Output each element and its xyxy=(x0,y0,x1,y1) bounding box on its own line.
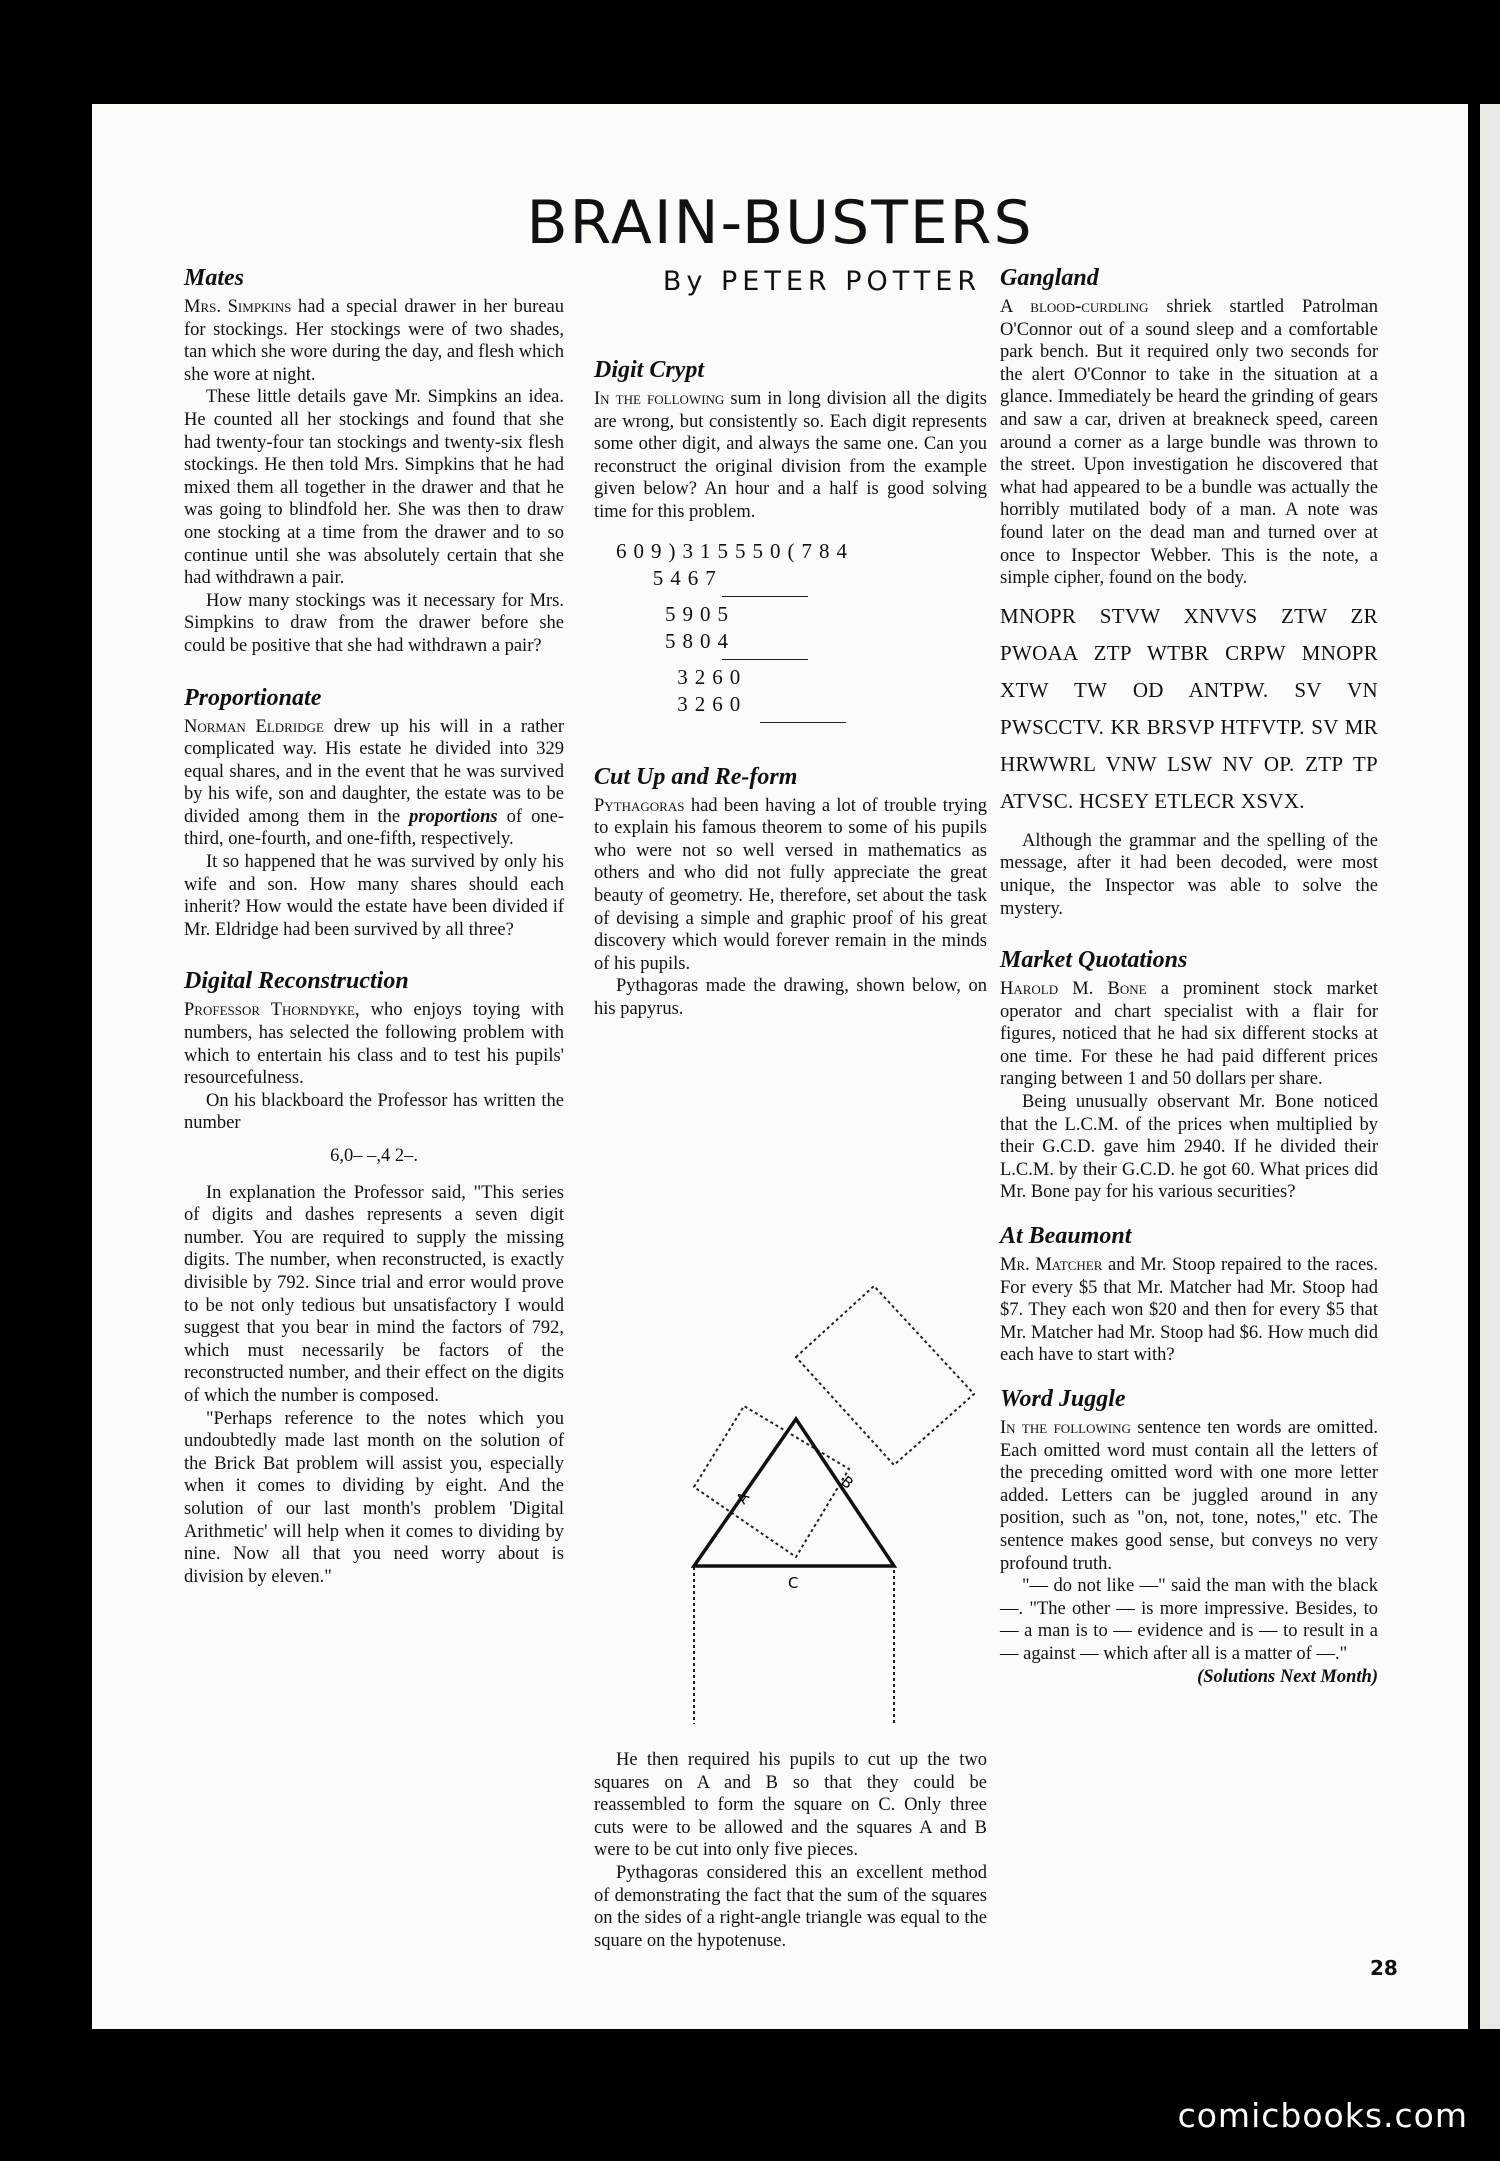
digital-reconstruction-paragraph-3: In explanation the Professor said, "This series of digits and dashes represents a seven digit number. You are required to supply the missing digits. The number, when reconstructed, is exactly divisible by 792. Since trial and error would prove to be not only tedious but unsatisfactory I would suggest that you bear in mind the factors of 792, which must necessarily be factors of the reconstructed number, and their effect on the digits of which the number is composed. xyxy=(184,1182,564,1406)
facing-page-edge xyxy=(1480,104,1500,2029)
digital-reconstruction-paragraph-2: On his blackboard the Professor has written the number xyxy=(184,1090,564,1134)
square-b xyxy=(796,1286,974,1465)
section-mates xyxy=(184,264,564,658)
proportionate-paragraph-1: Norman Eldridge drew up his will in a rather complicated way. His estate he divided into 329 equal shares, and in the event that he was survived by his wife, son and daughter, the estate was to be divided among them in the proportions of one-third, one-fourth, and one-fifth, respectively. xyxy=(184,716,564,850)
section-market-quotations xyxy=(1000,946,1378,1204)
page-title: BRAIN-BUSTERS xyxy=(526,188,1034,258)
blackboard-number: 6,0– –,4 2–. xyxy=(330,1146,418,1166)
column-right xyxy=(1000,264,1378,1692)
division-line-1: 609)315550(784 xyxy=(616,538,854,563)
digit-crypt-paragraph-1: In the following sum in long division all the digits are wrong, but consistently so. Each digit represents some other digit, and always the same one. Can you reconstruct the original division from the example given below? An hour and a half is good solving time for this problem. xyxy=(594,389,987,522)
right-triangle xyxy=(694,1419,894,1566)
label-a: A xyxy=(732,1488,754,1508)
section-digit-crypt xyxy=(594,356,987,723)
section-proportionate xyxy=(184,684,564,942)
heading-mates: Mates xyxy=(184,265,244,291)
division-rule-1 xyxy=(722,596,808,597)
heading-cut-up: Cut Up and Re-form xyxy=(594,763,798,790)
section-at-beaumont xyxy=(1000,1222,1378,1367)
column-middle xyxy=(594,356,987,1047)
gangland-paragraph-1: A blood-curdling shriek startled Patrolman O'Connor out of a sound sleep and a comfortable park bench. But it required only two seconds for the alert O'Connor to take in the situation at a glance. Immediately be heard the grinding of gears and saw a car, driven at breakneck speed, careen around a corner as a large bundle was thrown to the street. Upon investigation he discovered that what had appeared to be a bundle was actually the horribly mutilated body of a man. A note was found later on the dead man and turned over at once to Inspector Webber. This is the note, a simple cipher, found on the body. xyxy=(1000,297,1378,589)
heading-market-quotations: Market Quotations xyxy=(1000,947,1188,974)
section-word-juggle xyxy=(1000,1385,1379,1687)
heading-digit-crypt: Digit Crypt xyxy=(594,357,705,383)
beaumont-paragraph-1: Mr. Matcher and Mr. Stoop repaired to the races. For every $5 that Mr. Matcher had Mr. Stoop had $7. They each won $20 and then for every $5 that Mr. Matcher had Mr. Stoop had $6. How much did each have to start with? xyxy=(1000,1255,1378,1366)
digital-reconstruction-paragraph-4: "Perhaps reference to the notes which you undoubtedly made last month on the solution of the Brick Bat problem will assist you, especially when it comes to dividing by eight. And the solution of our last month's problem 'Digital Arithmetic' will help when it comes to dividing by nine. Now all that you need worry about is division by eleven." xyxy=(184,1408,564,1587)
section-digital-reconstruction xyxy=(184,967,564,1588)
heading-gangland: Gangland xyxy=(1000,265,1099,291)
word-juggle-paragraph-2: "— do not like —" said the man with the black —. "The other — is more impressive. Besides, to — a man is to — evidence and is — to result in a — against — which after all is a matter of —." (Solutions Next Month) xyxy=(1000,1576,1378,1687)
market-paragraph-1: Harold M. Bone a prominent stock market operator and chart specialist with a flair for figures, noticed that he had six different stocks at one time. For these he had paid different prices ranging between 1 and 50 dollars per share. xyxy=(1000,979,1378,1090)
section-gangland xyxy=(1000,264,1378,920)
division-line-6: 3260 xyxy=(616,691,748,716)
cipher-note: MNOPR STVW XNVVS ZTW ZR PWOAA ZTP WTBR CRPW MNOPR XTW TW OD ANTPW. SV VN PWSCCTV. KR BRSVP HTFVTP. SV MR HRWWRL VNW LSW NV OP. ZTP TP ATVSC. HCSEY ETLECR XSVX. xyxy=(1000,603,1378,813)
mates-paragraph-1: Mrs. Simpkins had a special drawer in her bureau for stockings. Her stockings were of two shades, tan which she wore during the day, and flesh which she wore at night. xyxy=(184,297,565,385)
label-b: B xyxy=(837,1472,857,1493)
division-line-2: 5467 xyxy=(616,565,723,590)
heading-digital-reconstruction: Digital Reconstruction xyxy=(184,968,409,995)
cut-up-continued xyxy=(594,1749,987,1952)
magazine-page xyxy=(92,104,1468,2029)
heading-proportionate: Proportionate xyxy=(184,684,322,711)
division-line-3: 5905 xyxy=(616,601,735,626)
gangland-paragraph-2: Although the grammar and the spelling of the message, after it had been decoded, were most unique, the Inspector was able to solve the mystery. xyxy=(1000,830,1378,919)
division-rule-2 xyxy=(722,659,808,660)
digital-reconstruction-paragraph-1: Professor Thorndyke, who enjoys toying with numbers, has selected the following problem with which to entertain his class and to test his pupils' resourcefulness. xyxy=(184,1000,564,1089)
pythagoras-diagram xyxy=(684,1284,986,1724)
long-division xyxy=(616,538,987,723)
division-rule-3 xyxy=(760,722,846,723)
heading-at-beaumont: At Beaumont xyxy=(1000,1223,1132,1250)
division-line-4: 5804 xyxy=(616,628,735,653)
cut-up-paragraph-1: Pythagoras had been having a lot of trouble trying to explain his famous theorem to some of his pupils who were not so well versed in mathematics as others and who did not fully appreciate the great beauty of geometry. He, therefore, set about the task of devising a simple and graphic proof of his great discovery which would forever remain in the minds of his pupils. xyxy=(594,795,987,974)
market-paragraph-2: Being unusually observant Mr. Bone noticed that the L.C.M. of the prices when multiplied by their G.C.D. gave him 2940. If he divided their L.C.M. by their G.C.D. he got 60. What prices did Mr. Bone pay for his various securities? xyxy=(1000,1092,1378,1203)
heading-word-juggle: Word Juggle xyxy=(1000,1386,1126,1412)
page-number: 28 xyxy=(1370,1956,1398,1980)
cut-up-paragraph-2: Pythagoras made the drawing, shown below, on his papyrus. xyxy=(594,976,987,1019)
word-juggle-paragraph-1: In the following sentence ten words are omitted. Each omitted word must contain all the letters of the preceding omitted word with one more letter added. Letters can be juggled around in any position, such as "on, not, tone, notes," etc. The sentence makes good sense, but conveys no very profound truth. xyxy=(1000,1418,1379,1574)
column-left xyxy=(184,264,564,1614)
solutions-note: (Solutions Next Month) xyxy=(1197,1666,1378,1687)
byline: By PETER POTTER xyxy=(662,266,982,297)
cut-up-paragraph-4: Pythagoras considered this an excellent method of demonstrating the fact that the sum of the squares on the sides of a right-angle triangle was equal to the square on the hypotenuse. xyxy=(594,1862,987,1951)
proportionate-paragraph-2: It so happened that he was survived by only his wife and son. How many shares should each inherit? How would the estate have been divided if Mr. Eldridge had been survived by all three? xyxy=(184,852,564,940)
division-line-5: 3260 xyxy=(616,664,748,689)
mates-paragraph-2: These little details gave Mr. Simpkins an idea. He counted all her stockings and found that she had twenty-four tan stockings and twenty-six flesh stockings. He then told Mrs. Simpkins that he had mixed them all together in the drawer and that he was going to blindfold her. She was then to draw one stocking at a time from the drawer and to so continue until she was absolutely certain that she had withdrawn a pair. xyxy=(184,387,564,589)
pythagoras-figure xyxy=(684,1284,986,1724)
watermark: comicbooks.com xyxy=(1177,2096,1468,2135)
mates-paragraph-3: How many stockings was it necessary for Mrs. Simpkins to draw from the drawer before she could be positive that she had withdrawn a pair? xyxy=(184,590,564,656)
cut-up-paragraph-3: He then required his pupils to cut up the two squares on A and B so that they could be reassembled to form the square on C. Only three cuts were to be allowed and the squares A and B were to be cut into only five pieces. xyxy=(594,1750,987,1861)
section-cut-up xyxy=(594,763,987,1021)
label-c: C xyxy=(788,1574,799,1592)
